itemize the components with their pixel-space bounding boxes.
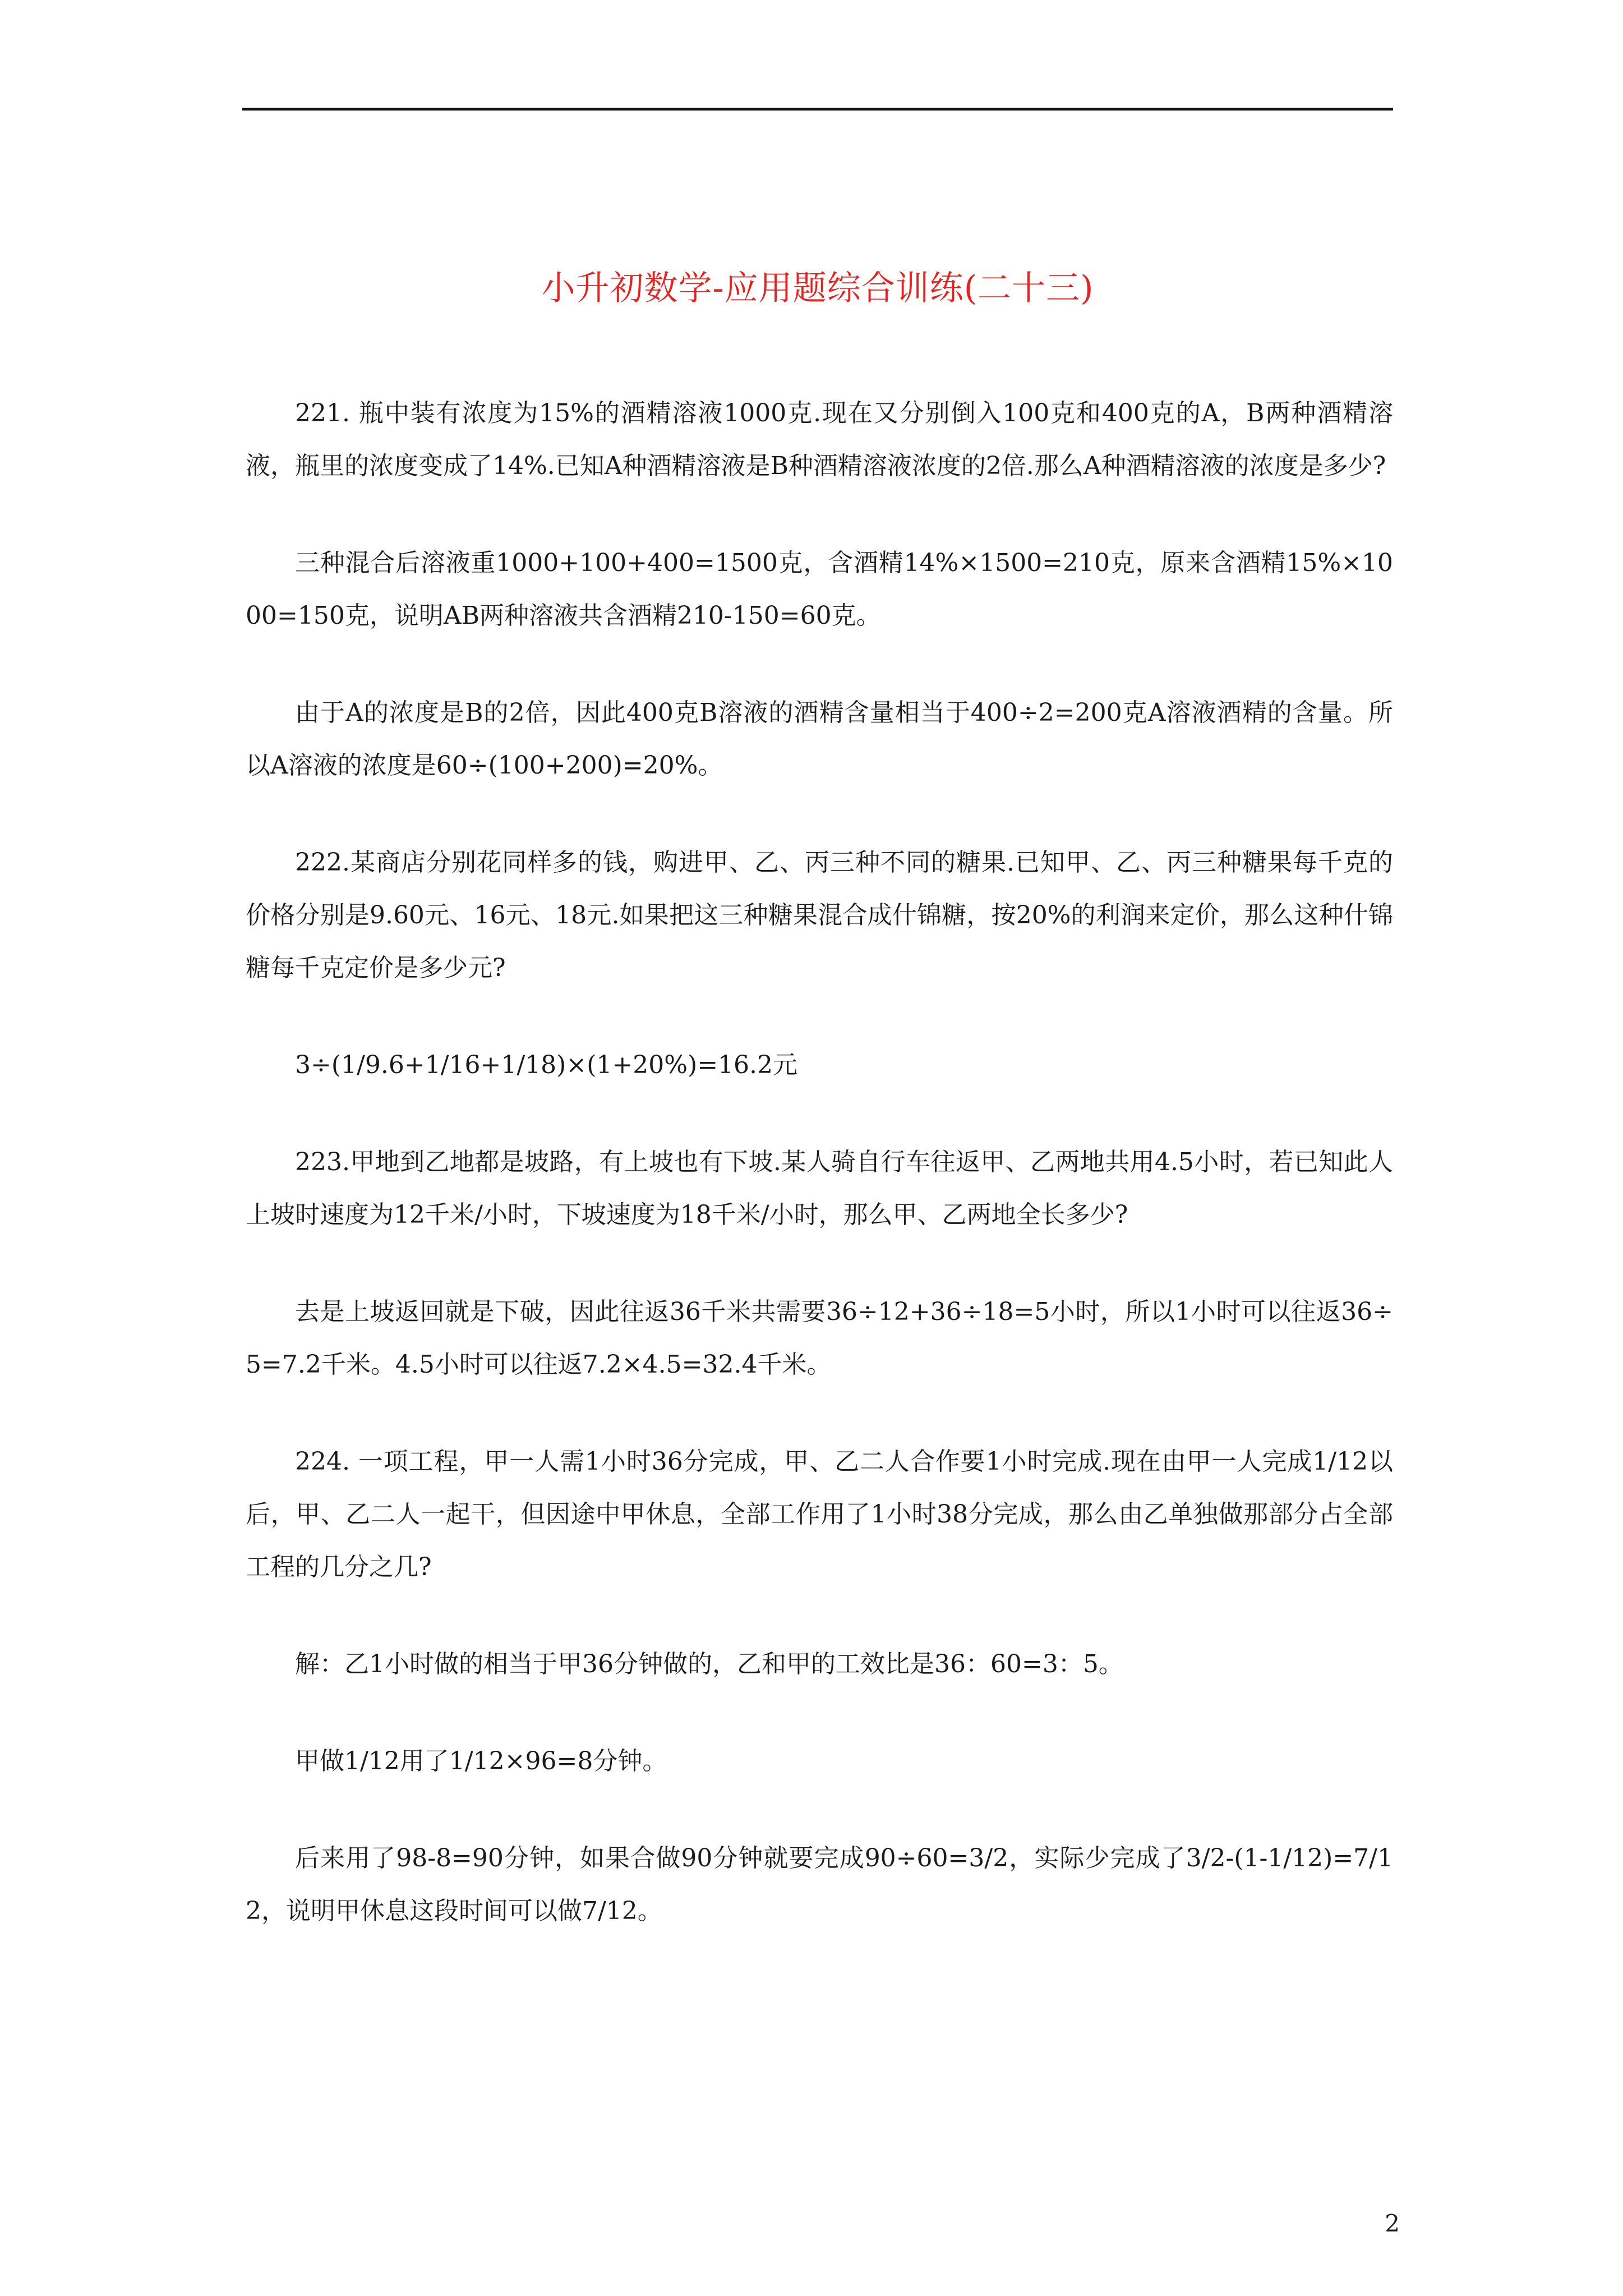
paragraph-solution-224-c: 后来用了98-8=90分钟，如果合做90分钟就要完成90÷60=3/2，实际少完成了3/2-(1-1/12)=7/12，说明甲休息这段时间可以做7/12。: [246, 1844, 1393, 1925]
paragraph-problem-221: 221. 瓶中装有浓度为15%的酒精溶液1000克.现在又分别倒入100克和400克的A，B两种酒精溶液，瓶里的浓度变成了14%.已知A种酒精溶液是B种酒精溶液浓度的2倍.那么A种酒精溶液的浓度是多少?: [246, 399, 1393, 480]
paragraph-problem-224: 224. 一项工程，甲一人需1小时36分完成，甲、乙二人合作要1小时完成.现在由甲一人完成1/12以后，甲、乙二人一起干，但因途中甲休息，全部工作用了1小时38分完成，那么由乙单独做那部分占全部工程的几分之几?: [246, 1447, 1393, 1581]
paragraph-problem-223: 223.甲地到乙地都是坡路，有上坡也有下坡.某人骑自行车往返甲、乙两地共用4.5小时，若已知此人上坡时速度为12千米/小时，下坡速度为18千米/小时，那么甲、乙两地全长多少?: [246, 1148, 1393, 1229]
paragraph-solution-223: 去是上坡返回就是下破，因此往返36千米共需要36÷12+36÷18=5小时，所以1小时可以往返36÷5=7.2千米。4.5小时可以往返7.2×4.5=32.4千米。: [246, 1297, 1393, 1379]
page-number: 2: [1385, 2210, 1400, 2237]
header-rule: [242, 108, 1393, 111]
paragraph-problem-222: 222.某商店分别花同样多的钱，购进甲、乙、丙三种不同的糖果.已知甲、乙、丙三种糖果每千克的价格分别是9.60元、16元、18元.如果把这三种糖果混合成什锦糖，按20%的利润来定价，那么这种什锦糖每千克定价是多少元?: [246, 848, 1393, 982]
paragraph-solution-221-a: 三种混合后溶液重1000+100+400=1500克，含酒精14%×1500=210克，原来含酒精15%×1000=150克，说明AB两种溶液共含酒精210-150=60克。: [246, 549, 1393, 630]
paragraph-solution-224-b: 甲做1/12用了1/12×96=8分钟。: [295, 1747, 667, 1775]
paragraph-solution-221-b: 由于A的浓度是B的2倍，因此400克B溶液的酒精含量相当于400÷2=200克A溶液酒精的含量。所以A溶液的浓度是60÷(100+200)=20%。: [246, 698, 1393, 780]
document-title: 小升初数学-应用题综合训练(二十三): [541, 269, 1094, 308]
paragraph-solution-224-a: 解：乙1小时做的相当于甲36分钟做的，乙和甲的工效比是36：60=3：5。: [295, 1650, 1123, 1678]
document-body: [246, 387, 1393, 1982]
paragraph-solution-222: 3÷(1/9.6+1/16+1/18)×(1+20%)=16.2元: [295, 1051, 798, 1079]
